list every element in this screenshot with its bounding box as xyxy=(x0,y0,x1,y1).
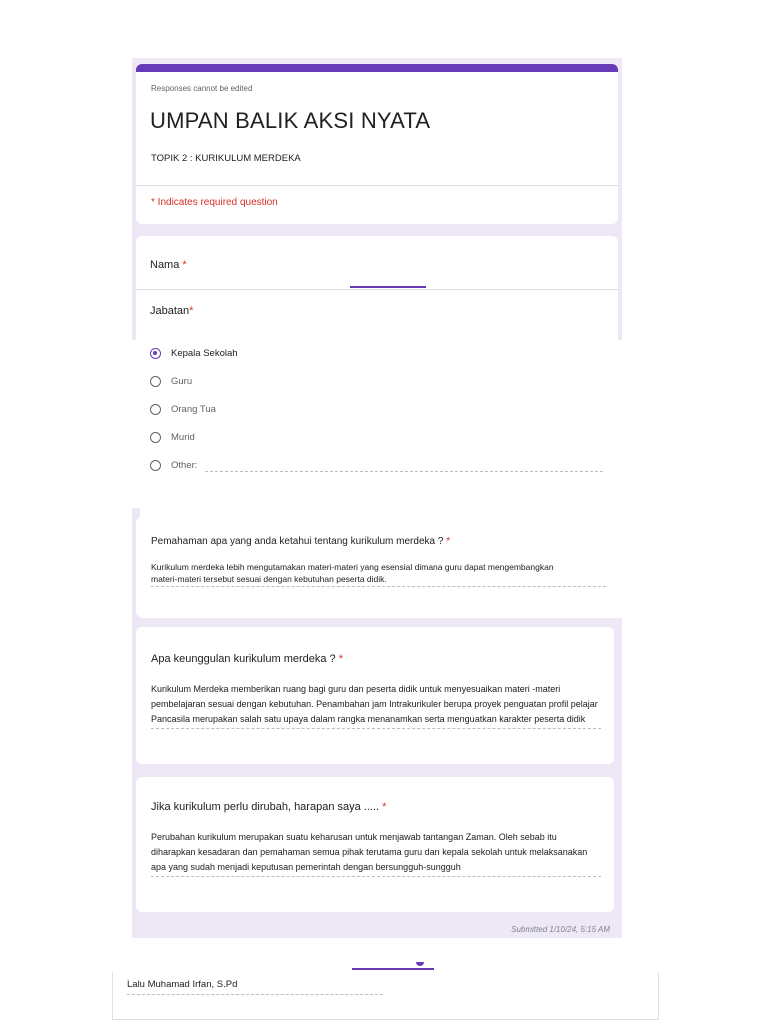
radio-option-guru[interactable] xyxy=(150,373,192,389)
radio-option-other[interactable] xyxy=(150,457,603,473)
radio-unchecked-icon[interactable] xyxy=(150,460,161,471)
question-card-pemahaman xyxy=(136,517,618,617)
question-card-nama xyxy=(136,236,618,296)
nama-answer-fragment xyxy=(112,972,659,1020)
question-card-jabatan xyxy=(136,290,618,508)
question-label-jabatan xyxy=(150,305,193,317)
required-star: * xyxy=(189,305,194,317)
answer-text-pemahaman xyxy=(151,561,606,587)
question-label-nama xyxy=(150,259,187,271)
other-text-input[interactable] xyxy=(205,470,603,472)
answer-line: pembelajaran sesuai dengan kebutuhan. Penambahan jam Intrakurikuler berupa proyek penguatan profil pelajar xyxy=(151,699,598,709)
answer-text-keunggulan xyxy=(151,682,601,729)
radio-option-kepala-sekolah[interactable] xyxy=(150,345,238,361)
question-text: Nama xyxy=(150,259,180,271)
question-label-keunggulan xyxy=(151,653,343,665)
radio-unchecked-icon[interactable] xyxy=(150,432,161,443)
radio-option-orang-tua[interactable] xyxy=(150,401,216,417)
radio-unchecked-icon[interactable] xyxy=(150,404,161,415)
submitted-timestamp: Submitted 1/10/24, 5:15 AM xyxy=(511,925,610,934)
question-text: Jika kurikulum perlu dirubah, harapan saya ..... xyxy=(151,801,380,813)
required-note: * Indicates required question xyxy=(151,197,278,208)
header-divider xyxy=(136,185,618,186)
nama-input-underline[interactable] xyxy=(350,286,426,288)
radio-option-murid[interactable] xyxy=(150,429,195,445)
question-text: Apa keunggulan kurikulum merdeka ? xyxy=(151,653,336,665)
radio-label: Kepala Sekolah xyxy=(171,347,238,359)
answer-line: apa yang sudah menjadi keputusan pemerintah dengan bersungguh-sungguh xyxy=(151,862,461,872)
required-star: * xyxy=(446,536,451,547)
answer-line: Kurikulum merdeka lebih mengutamakan materi-materi yang esensial dimana guru dapat mengembangkan xyxy=(151,562,554,572)
question-label-harapan xyxy=(151,801,386,813)
form-header-card xyxy=(136,64,618,224)
form-description: TOPIK 2 : KURIKULUM MERDEKA xyxy=(151,153,301,164)
radio-label: Murid xyxy=(171,431,195,443)
radio-label: Guru xyxy=(171,375,193,387)
fragment-mark xyxy=(416,962,424,966)
answer-line: Perubahan kurikulum merupakan suatu keharusan untuk menjawab tantangan Zaman. Oleh sebab itu xyxy=(151,832,557,842)
radio-label: Orang Tua xyxy=(171,403,216,415)
question-card-harapan xyxy=(136,777,614,912)
required-star: * xyxy=(182,259,187,271)
required-star: * xyxy=(382,801,387,813)
nama-answer-underline xyxy=(127,994,383,995)
responses-notice: Responses cannot be edited xyxy=(151,84,253,93)
question-label-pemahaman xyxy=(151,536,450,547)
answer-line: Kurikulum Merdeka memberikan ruang bagi guru dan peserta didik untuk menyesuaikan materi -materi xyxy=(151,684,561,694)
fragment-underline xyxy=(352,968,434,970)
required-star: * xyxy=(338,653,344,665)
radio-label: Other: xyxy=(171,459,198,471)
question-text: Jabatan xyxy=(150,305,190,317)
question-text: Pemahaman apa yang anda ketahui tentang kurikulum merdeka ? xyxy=(151,536,444,547)
jabatan-side-strip xyxy=(618,290,622,340)
answer-line: diharapkan kesadaran dan pemahaman semua pihak terutama guru dan kepala sekolah untuk melaksanakan xyxy=(151,847,588,857)
question-card-keunggulan xyxy=(136,627,614,764)
radio-checked-icon[interactable] xyxy=(150,348,161,359)
answer-line: materi-materi tersebut sesuai dengan kebutuhan peserta didik. xyxy=(151,574,387,584)
answer-text-harapan xyxy=(151,830,601,877)
accent-bar xyxy=(136,64,618,72)
answer-line: Pancasila merupakan salah satu upaya dalam rangka menanamkan serta menguatkan karakter peserta didik xyxy=(151,714,586,724)
radio-unchecked-icon[interactable] xyxy=(150,376,161,387)
nama-answer-value: Lalu Muhamad Irfan, S.Pd xyxy=(127,979,238,990)
form-title: UMPAN BALIK AKSI NYATA xyxy=(150,108,431,133)
